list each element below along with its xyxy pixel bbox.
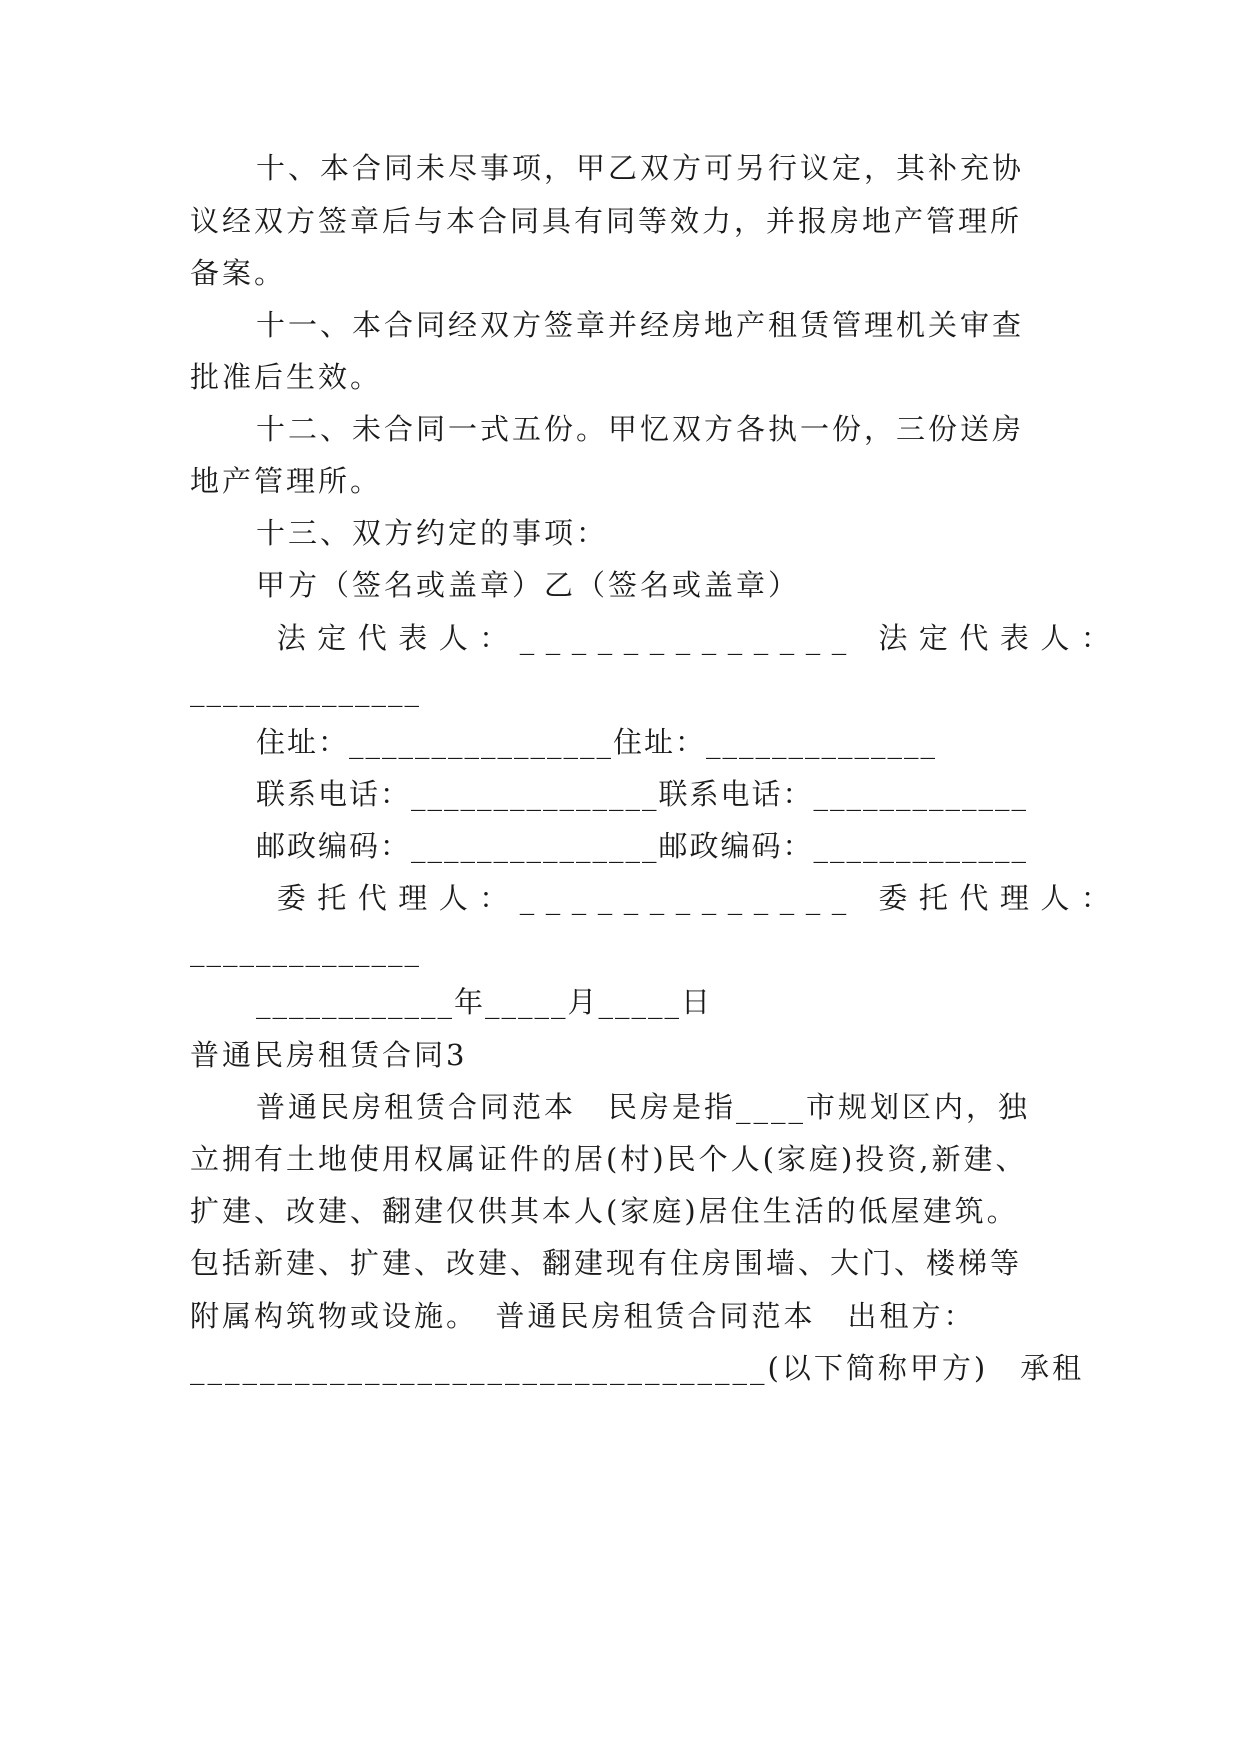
signature-parties-line: 甲方（签名或盖章）乙（签名或盖章） (256, 568, 801, 602)
clause-12-line-2: 地产管理所。 (190, 464, 383, 498)
paragraph-line-3: 扩建、改建、翻建仅供其本人(家庭)居住生活的低屋建筑。 (190, 1194, 1019, 1228)
agent-blank: ______________ (190, 933, 421, 967)
clause-10-line-3: 备案。 (190, 256, 287, 290)
agent-line: 委托代理人：_____________ 委托代理人： (256, 881, 1122, 915)
paragraph-line-6: _________________________________(以下简称甲方) 承租 (190, 1351, 1085, 1385)
section-title: 普通民房租赁合同3 (190, 1038, 468, 1072)
clause-10-line-2: 议经双方签章后与本合同具有同等效力，并报房地产管理所 (190, 204, 1023, 238)
clause-13-line: 十三、双方约定的事项： (256, 516, 609, 550)
paragraph-line-5: 附属构筑物或设施。 普通民房租赁合同范本 出租方： (190, 1299, 976, 1333)
phone-line: 联系电话：_______________联系电话：_____________ (256, 777, 1029, 811)
paragraph-line-2: 立拥有土地使用权属证件的居(村)民个人(家庭)投资,新建、 (190, 1142, 1028, 1176)
paragraph-line-1: 普通民房租赁合同范本 民房是指____市规划区内，独 (256, 1090, 1031, 1124)
date-line: ____________年_____月_____日 (256, 985, 713, 1019)
clause-11-line-2: 批准后生效。 (190, 360, 383, 394)
postal-code-line: 邮政编码：_______________邮政编码：_____________ (256, 829, 1029, 863)
clause-12-line-1: 十二、未合同一式五份。甲忆双方各执一份，三份送房 (256, 412, 1025, 446)
legal-representative-blank: ______________ (190, 673, 421, 707)
legal-representative-line: 法定代表人：_____________ 法定代表人： (256, 621, 1122, 655)
paragraph-line-4: 包括新建、扩建、改建、翻建现有住房围墙、大门、楼梯等 (190, 1246, 1023, 1280)
clause-10-line-1: 十、本合同未尽事项，甲乙双方可另行议定，其补充协 (256, 151, 1025, 185)
address-line: 住址：________________住址：______________ (256, 725, 938, 759)
clause-11-line-1: 十一、本合同经双方签章并经房地产租赁管理机关审查 (256, 308, 1025, 342)
